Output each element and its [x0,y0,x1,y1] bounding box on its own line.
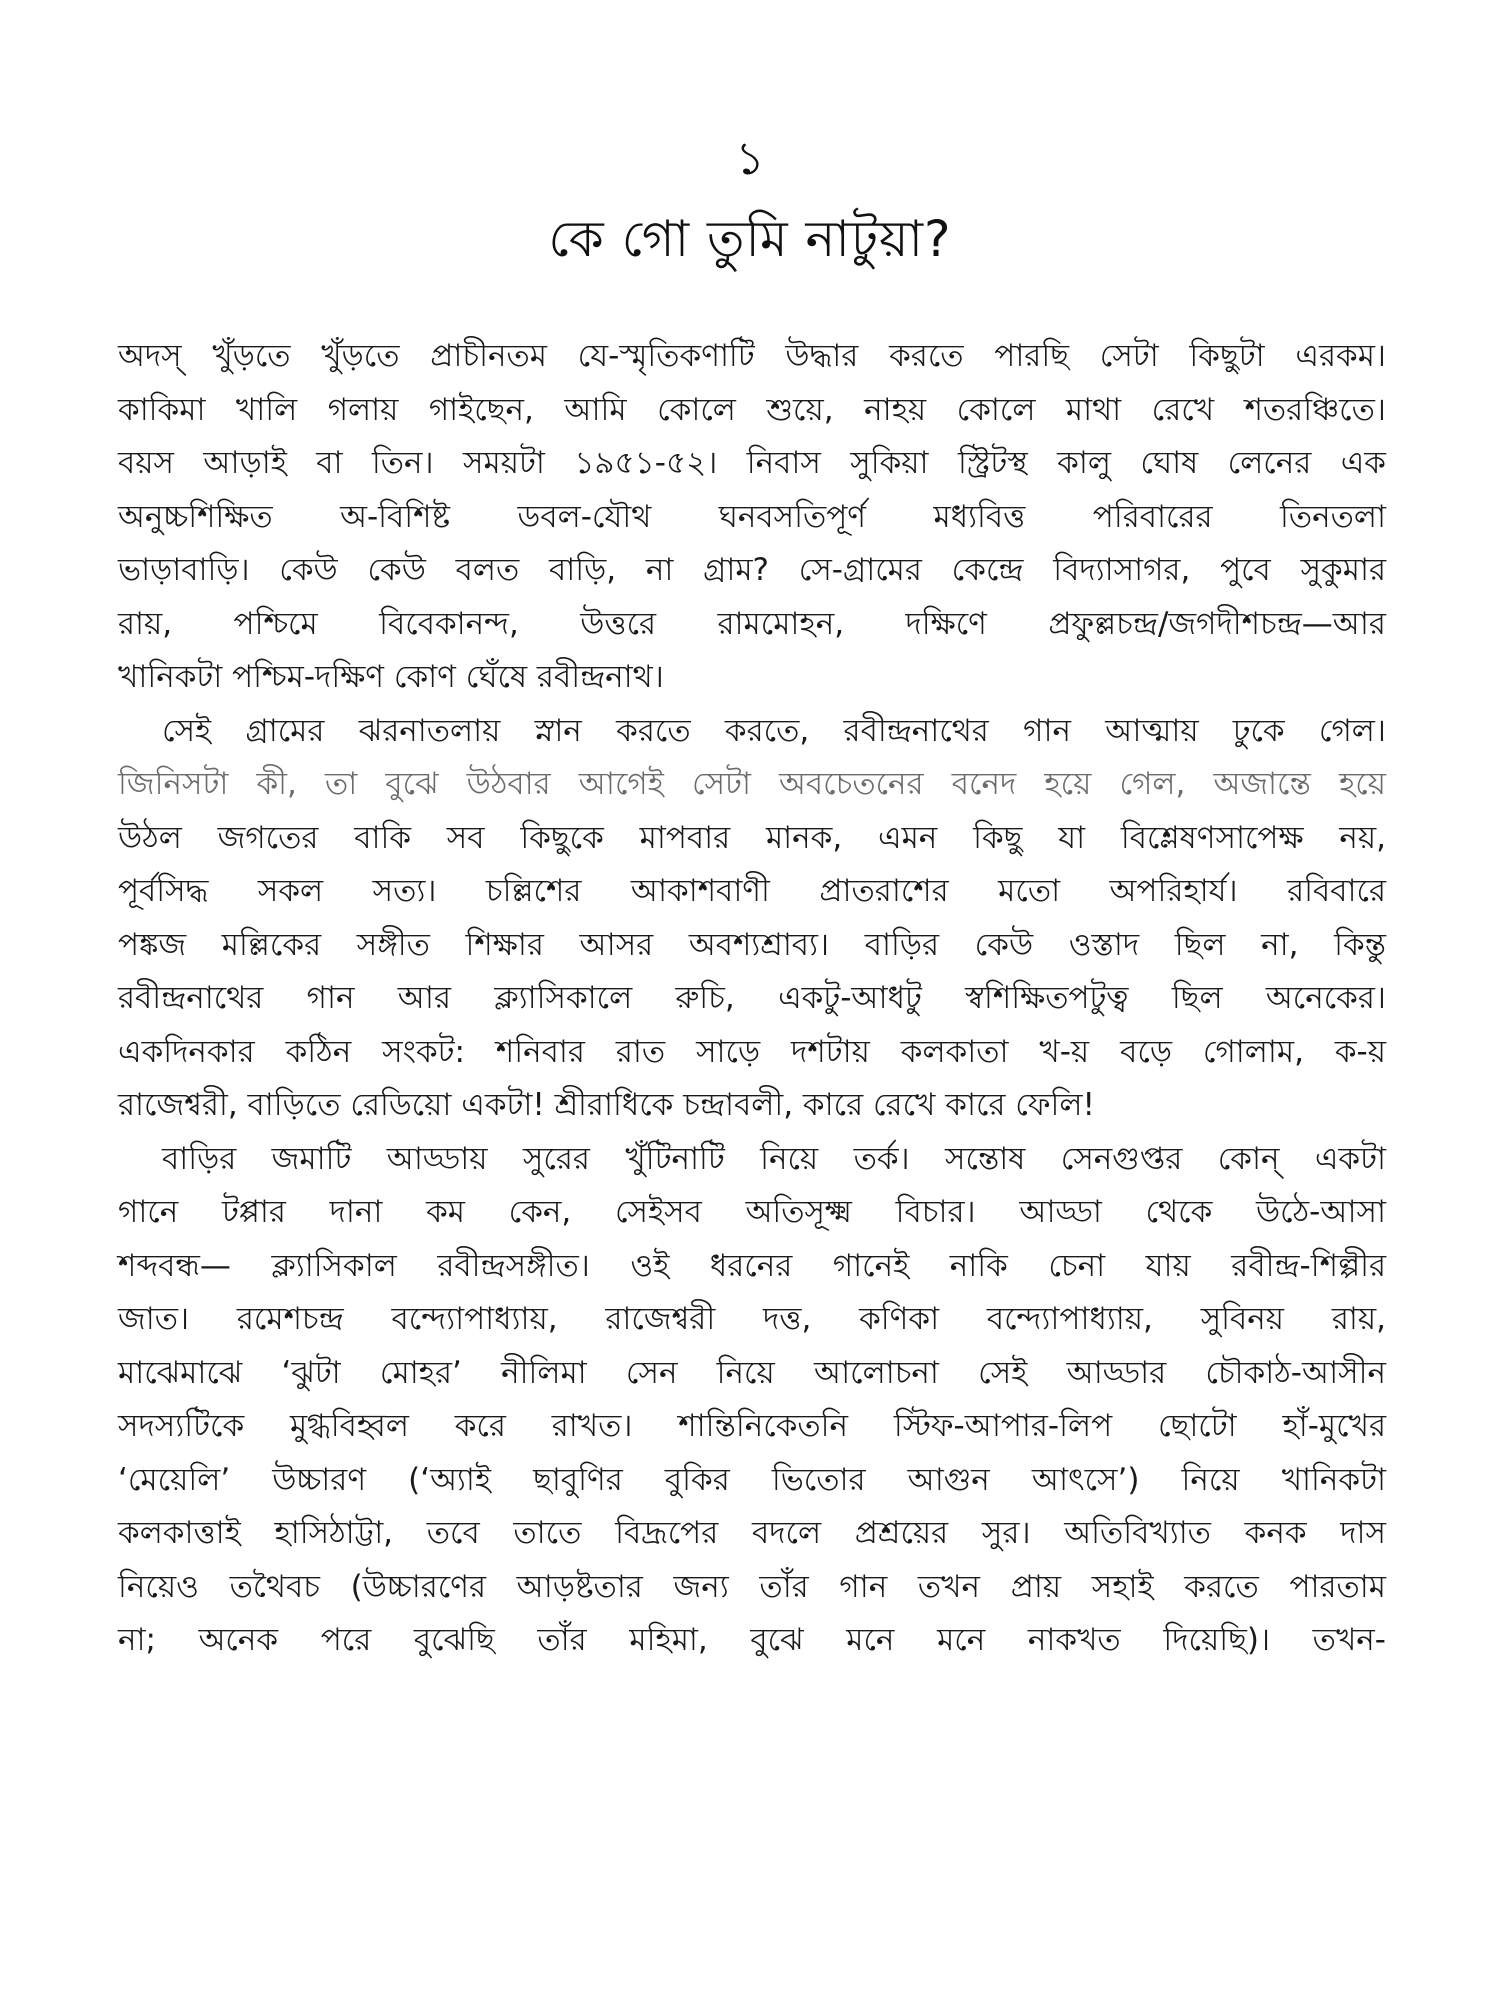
text-line: সেই গ্রামের ঝরনাতলায় স্নান করতে করতে, রবীন্দ্রনাথের গান আত্মায় ঢুকে গেল। [162,712,1386,749]
text-line: রবীন্দ্রনাথের গান আর ক্ল্যাসিকালে রুচি, একটু-আধটু স্বশিক্ষিতপটুত্ব ছিল অনেকের। [118,980,1386,1016]
text-line: রায়, পশ্চিমে বিবেকানন্দ, উত্তরে রামমোহন, দক্ষিণে প্রফুল্লচন্দ্র/জগদীশচন্দ্র—আর [118,605,1386,642]
paragraph-1 [118,330,1386,705]
text-line: মাঝেমাঝে ‘ঝুটা মোহর’ নীলিমা সেন নিয়ে আলোচনা সেই আড্ডার চৌকাঠ-আসীন [118,1354,1386,1391]
body-text [118,330,1386,1668]
text-line: খানিকটা পশ্চিম-দক্ষিণ কোণ ঘেঁষে রবীন্দ্রনাথ। [118,659,664,695]
text-line: ‘মেয়েলি’ উচ্চারণ (‘অ্যাই ছাবুণির বুকির ভিতোর আগুন আৎসে’) নিয়ে খানিকটা [118,1461,1386,1498]
paragraph-3 [118,1133,1386,1668]
text-line: গানে টপ্পার দানা কম কেন, সেইসব অতিসূক্ষ্ম বিচার। আড্ডা থেকে উঠে-আসা [118,1194,1386,1230]
text-line: পূর্বসিদ্ধ সকল সত্য। চল্লিশের আকাশবাণী প্রাতরাশের মতো অপরিহার্য। রবিবারে [118,873,1386,909]
text-line: শব্দবন্ধ— ক্ল্যাসিকাল রবীন্দ্রসঙ্গীত। ওই ধরনের গানেই নাকি চেনা যায় রবীন্দ্র-শিল্পীর [118,1247,1386,1284]
text-line: অনুচ্চশিক্ষিত অ-বিশিষ্ট ডবল-যৌথ ঘনবসতিপূর্ণ মধ্যবিত্ত পরিবারের তিনতলা [118,498,1386,535]
text-line: রাজেশ্বরী, বাড়িতে রেডিয়ো একটা! শ্রীরাধিকে চন্দ্রাবলী, কারে রেখে কারে ফেলি! [118,1087,1095,1123]
text-line: জিনিসটা কী, তা বুঝে উঠবার আগেই সেটা অবচেতনের বনেদ হয়ে গেল, অজান্তে হয়ে [118,766,1386,802]
text-line: উঠল জগতের বাকি সব কিছুকে মাপবার মানক, এমন কিছু যা বিশ্লেষণসাপেক্ষ নয়, [118,819,1386,856]
text-line: না; অনেক পরে বুঝেছি তাঁর মহিমা, বুঝে মনে মনে নাকখত দিয়েছি)। তখন- [118,1622,1386,1658]
text-line: কলকাত্তাই হাসিঠাট্টা, তবে তাতে বিদ্রূপের বদলে প্রশ্রয়ের সুর। অতিবিখ্যাত কনক দাস [118,1515,1386,1551]
text-line: ভাড়াবাড়ি। কেউ কেউ বলত বাড়ি, না গ্রাম? সে-গ্রামের কেন্দ্রে বিদ্যাসাগর, পুবে সুকুমার [118,552,1386,588]
text-line: সদস্যটিকে মুগ্ধবিহ্বল করে রাখত। শান্তিনিকেতনি স্টিফ-আপার-লিপ ছোটো হাঁ-মুখের [118,1408,1386,1444]
text-line: অদস্ খুঁড়তে খুঁড়তে প্রাচীনতম যে-স্মৃতিকণাটি উদ্ধার করতে পারছি সেটা কিছুটা এরকম। [118,338,1386,374]
paragraph-2 [118,705,1386,1133]
chapter-title: কে গো তুমি নাটুয়া? [548,210,952,268]
text-line: পঙ্কজ মল্লিকের সঙ্গীত শিক্ষার আসর অবশ্যশ্রাব্য। বাড়ির কেউ ওস্তাদ ছিল না, কিন্তু [118,926,1386,963]
text-line: কাকিমা খালি গলায় গাইছেন, আমি কোলে শুয়ে, নাহয় কোলে মাথা রেখে শতরঞ্চিতে। [118,391,1386,428]
text-line: বয়স আড়াই বা তিন। সময়টা ১৯৫১-৫২। নিবাস সুকিয়া স্ট্রিটস্থ কালু ঘোষ লেনের এক [118,445,1386,481]
chapter-number: ১ [735,131,765,185]
text-line: নিয়েও তথৈবচ (উচ্চারণের আড়ষ্টতার জন্য তাঁর গান তখন প্রায় সহাই করতে পারতাম [118,1568,1386,1605]
text-line: একদিনকার কঠিন সংকট: শনিবার রাত সাড়ে দশটায় কলকাতা খ-য় বড়ে গোলাম, ক-য় [118,1033,1386,1070]
text-line: জাত। রমেশচন্দ্র বন্দ্যোপাধ্যায়, রাজেশ্বরী দত্ত, কণিকা বন্দ্যোপাধ্যায়, সুবিনয় রায়, [118,1301,1386,1337]
text-line: বাড়ির জমাটি আড্ডায় সুরের খুঁটিনাটি নিয়ে তর্ক। সন্তোষ সেনগুপ্তর কোন্ একটা [162,1140,1386,1177]
